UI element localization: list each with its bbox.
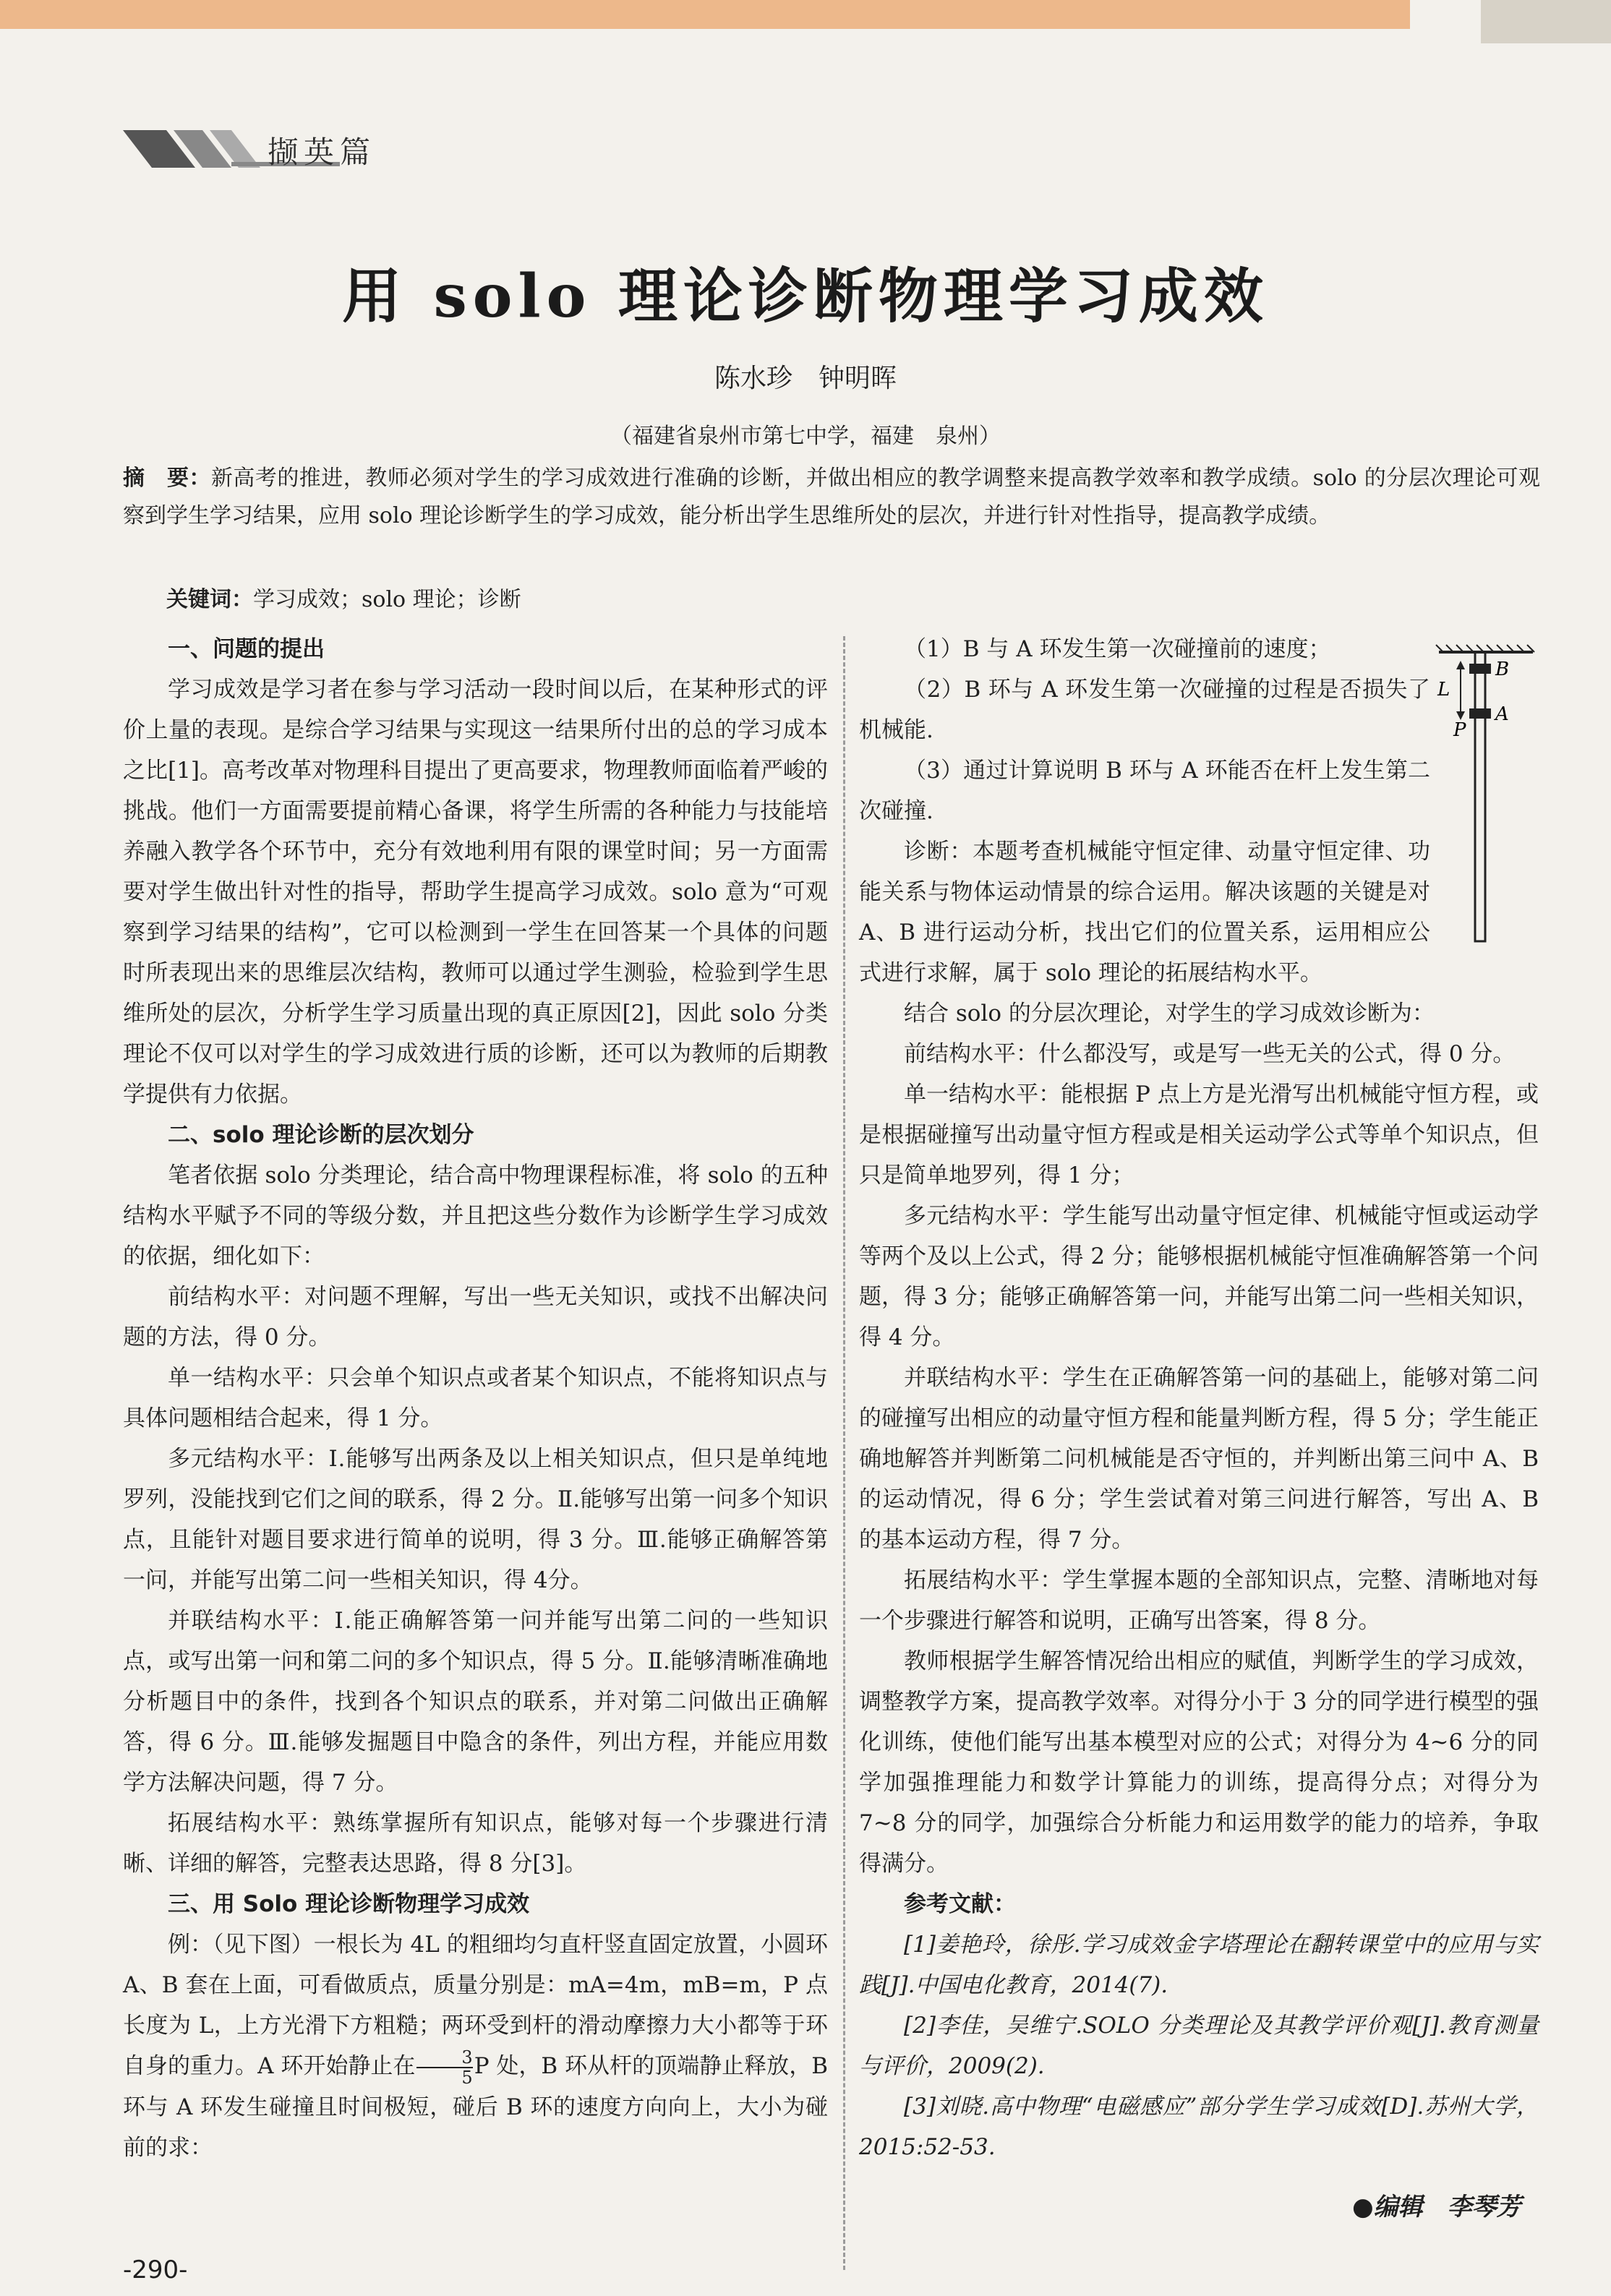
paragraph: 结合 solo 的分层次理论，对学生的学习成效诊断为： (904, 1001, 1435, 1027)
question-3: （3）通过计算说明 B 环与 A 环能否在杆上发生第二次碰撞. (859, 758, 1430, 824)
paragraph: 并联结构水平：Ⅰ.能正确解答第一问并能写出第二问的一些知识点，或写出第一问和第二问的多个知识点，得 5 分。Ⅱ.能够清晰准确地分析题目中的条件，找到各个知识点的联系，并对第二问做出正确解答，得 6 分。Ⅲ.能够发掘题目中隐含的条件，列出方程，并能应用数学方法解决问题，得 7 分。 (123, 1608, 828, 1796)
article-authors: 陈水珍 钟明晖 (714, 364, 897, 393)
paragraph: 教师根据学生解答情况给出相应的赋值，判断学生的学习成效，调整教学方案，提高教学效率。对得分小于 3 分的同学进行模型的强化训练，使他们能写出基本模型对应的公式；对得分为 4~6 分的同学加强推理能力和数学计算能力的训练，提高得分点；对得分为 7~8 分的同学，加强综合分析能力和运用数学的能力的培养，争取得满分。 (859, 1648, 1539, 1877)
figure-label-l: L (1437, 679, 1450, 701)
paragraph: 并联结构水平：学生在正确解答第一问的基础上，能够对第二问的碰撞写出相应的动量守恒方程和能量判断方程，得 5 分；学生能正确地解答并判断第二问机械能是否守恒的，并判断出第三问中 A、B 的运动情况，得 6 分；学生尝试着对第三问进行解答，写出 A、B 的基本运动方程，得 7 分。 (859, 1365, 1539, 1553)
example-paragraph (123, 1924, 828, 2168)
keywords-label: 关键词： (166, 587, 253, 612)
references-heading: 参考文献： (904, 1891, 1016, 1917)
paragraph: 拓展结构水平：学生掌握本题的全部知识点，完整、清晰地对每一个步骤进行解答和说明，正确写出答案，得 8 分。 (859, 1567, 1539, 1634)
left-column (123, 629, 828, 2168)
reference-item: [1]姜艳玲，徐彤.学习成效金字塔理论在翻转课堂中的应用与实践[J].中国电化教育，2014(7). (859, 1932, 1539, 1998)
paragraph: 多元结构水平：Ⅰ.能够写出两条及以上相关知识点，但只是单纯地罗列，没能找到它们之间的联系，得 2 分。Ⅱ.能够写出第一问多个知识点，且能针对题目要求进行简单的说明，得 3 分。Ⅲ.能够正确解答第一问，并能写出第二问一些相关知识，得 4分。 (123, 1446, 828, 1593)
paragraph: 前结构水平：什么都没写，或是写一些无关的公式，得 0 分。 (904, 1041, 1516, 1067)
paragraph: 学习成效是学习者在参与学习活动一段时间以后，在某种形式的评价上量的表现。是综合学习结果与实现这一结果所付出的总的学习成本之比[1]。高考改革对物理科目提出了更高要求，物理教师面临着严峻的挑战。他们一方面需要提前精心备课，将学生所需的各种能力与技能培养融入教学各个环节中，充分有效地利用有限的课堂时间；另一方面需要对学生做出针对性的指导，帮助学生提高学习成效。solo 意为“可观察到学习结果的结构”，它可以检测到一学生在回答某一个具体的问题时所表现出来的思维层次结构，教师可以通过学生测验，检验到学生思维所处的层次，分析学生学习质量出现的真正原因[2]，因此 solo 分类理论不仅可以对学生的学习成效进行质的诊断，还可以为教师的后期教学提供有力依据。 (123, 677, 828, 1108)
keywords-text: 学习成效；solo 理论；诊断 (253, 587, 521, 612)
reference-item: [2]李佳，吴维宁.SOLO 分类理论及其教学评价观[J].教育测量与评价，2009(2). (859, 2013, 1539, 2079)
abstract (123, 460, 1540, 535)
article-title: 用 solo 理论诊断物理学习成效 (342, 262, 1269, 331)
figure-label-b: B (1495, 659, 1510, 680)
keywords (166, 582, 1540, 618)
question-2: （2）B 环与 A 环发生第一次碰撞的过程是否损失了机械能. (859, 677, 1430, 743)
rod-rings-figure (1432, 643, 1540, 947)
fraction-denominator: 5 (461, 2067, 473, 2088)
heading-section-2: 二、solo 理论诊断的层次划分 (168, 1122, 474, 1148)
paragraph: 单一结构水平：能根据 P 点上方是光滑写出机械能守恒方程，或是根据碰撞写出动量守恒方程或是相关运动学公式等单个知识点，但只是简单地罗列，得 1 分； (859, 1081, 1539, 1188)
figure-label-a: A (1495, 703, 1509, 725)
column-divider (843, 636, 845, 2270)
example-text-a: 例：（见下图）一根长为 4L 的粗细均匀直杆竖直固定放置，小圆环 A、B 套在上面，可看做质点，质量分别是：mA=4m，mB=m，P 点长度为 L，上方光滑下方粗糙；两环受到杆的滑动摩擦力大小都等于环自身的重力。A 环开始静止在 (123, 1932, 828, 2079)
reference-item: [3]刘晓.高中物理“电磁感应”部分学生学习成效[D].苏州大学，2015:52-53. (859, 2094, 1539, 2160)
paragraph: 多元结构水平：学生能写出动量守恒定律、机械能守恒或运动学等两个及以上公式，得 2 分；能够根据机械能守恒准确解答第一个问题，得 3 分；能够正确解答第一问，并能写出第二问一些相关知识，得 4 分。 (859, 1203, 1539, 1350)
abstract-label: 摘 要： (123, 466, 211, 491)
paragraph: 前结构水平：对问题不理解，写出一些无关知识，或找不出解决问题的方法，得 0 分。 (123, 1284, 828, 1350)
paragraph: 单一结构水平：只会单个知识点或者某个知识点，不能将知识点与具体问题相结合起来，得 1 分。 (123, 1365, 828, 1431)
page-number: -290- (123, 2256, 188, 2284)
article-affiliation: （福建省泉州市第七中学，福建 泉州） (610, 424, 1001, 449)
fraction (416, 2048, 472, 2087)
paragraph: 拓展结构水平：熟练掌握所有知识点，能够对每一个步骤进行清晰、详细的解答，完整表达思路，得 8 分[3]。 (123, 1810, 828, 1877)
top-decor-strip (0, 0, 1410, 29)
question-1: （1）B 与 A 环发生第一次碰撞前的速度； (904, 636, 1331, 662)
fraction-numerator: 3 (416, 2048, 472, 2068)
example-text-b: P 处，B 环从杆的顶端静止释放，B 环与 A 环发生碰撞且时间极短，碰后 B 环的速度方向向上，大小为碰前的求： (123, 2053, 828, 2161)
editor-credit: ●编辑 李琴芳 (1352, 2193, 1521, 2222)
heading-section-1: 一、问题的提出 (168, 636, 325, 662)
paragraph: 笔者依据 solo 分类理论，结合高中物理课程标准，将 solo 的五种结构水平赋予不同的等级分数，并且把这些分数作为诊断学生学习成效的依据，细化如下： (123, 1162, 828, 1269)
section-title: 撷英篇 (268, 134, 377, 170)
paragraph: 诊断：本题考查机械能守恒定律、动量守恒定律、功能关系与物体运动情景的综合运用。解决该题的关键是对 A、B 进行运动分析，找出它们的位置关系，运用相应公式进行求解，属于 solo 理论的拓展结构水平。 (859, 839, 1430, 986)
figure-label-p: P (1453, 719, 1466, 741)
top-corner-decor (1481, 0, 1611, 43)
heading-section-3: 三、用 Solo 理论诊断物理学习成效 (168, 1891, 530, 1917)
abstract-text: 新高考的推进，教师必须对学生的学习成效进行准确的诊断，并做出相应的教学调整来提高教学效率和教学成绩。solo 的分层次理论可观察到学生学习结果，应用 solo 理论诊断学生的学习成效，能分析出学生思维所处的层次，并进行针对性指导，提高教学成绩。 (123, 466, 1541, 528)
